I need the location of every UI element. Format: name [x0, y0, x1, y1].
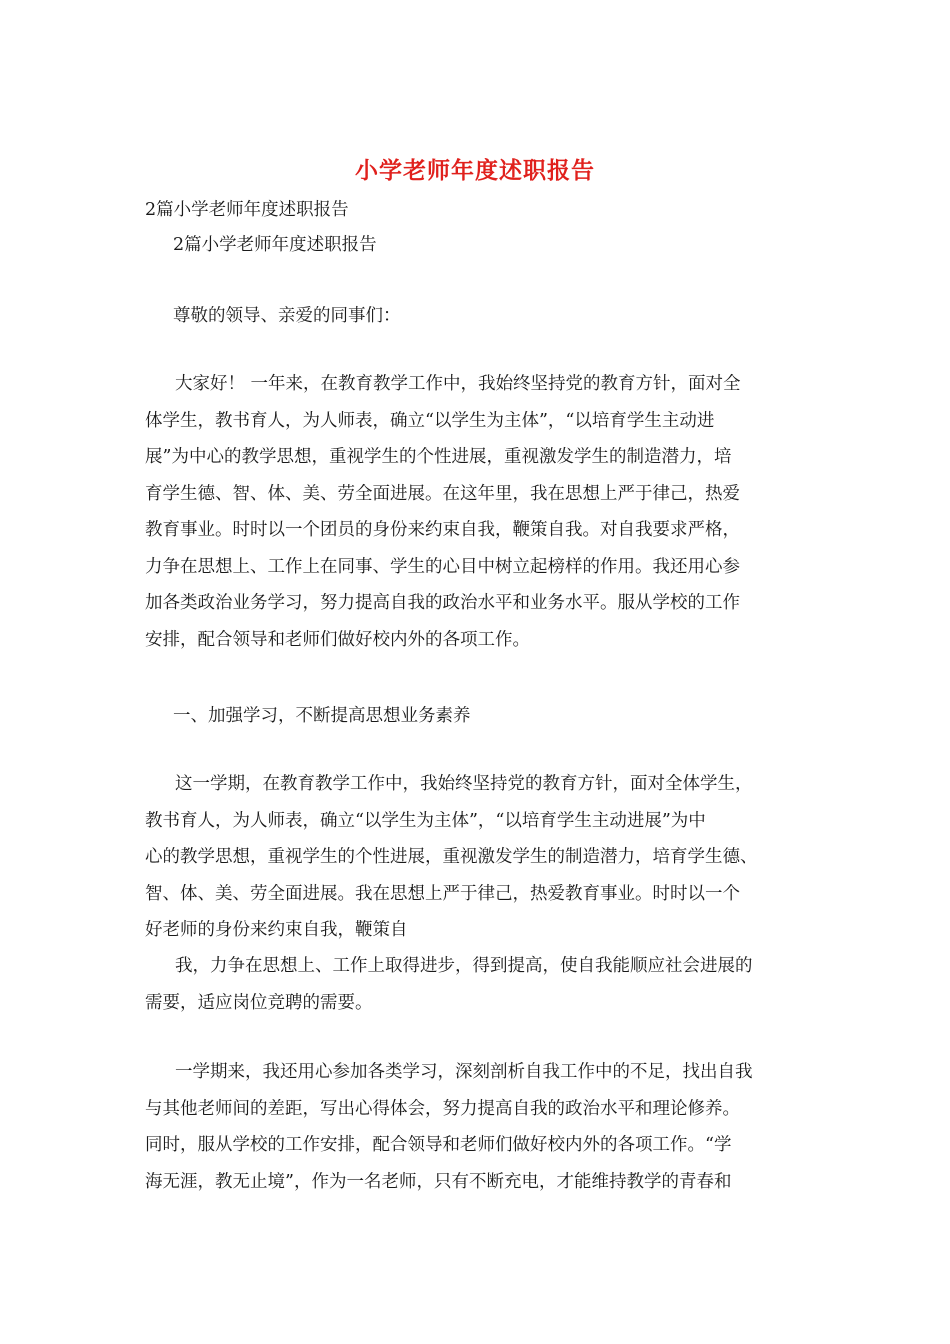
paragraph-3 [145, 948, 810, 1021]
paragraph-line: 力争在思想上、工作上在同事、学生的心目中树立起榜样的作用。我还用心参 [145, 556, 740, 577]
paragraph-line: 一学期来，我还用心参加各类学习，深刻剖析自我工作中的不足，找出自我 [175, 1062, 753, 1082]
paragraph-line: 心的教学思想，重视学生的个性进展，重视激发学生的制造潜力，培育学生德、 [145, 847, 758, 867]
paragraph-line: 与其他老师间的差距，写出心得体会，努力提高自我的政治水平和理论修养。 [145, 1098, 740, 1119]
paragraph-1 [145, 366, 810, 658]
paragraph-line: 这一学期，在教育教学工作中，我始终坚持党的教育方针，面对全体学生， [175, 774, 753, 794]
paragraph-line: 海无涯，教无止境”，作为一名老师，只有不断充电，才能维持教学的青春和 [145, 1171, 732, 1192]
paragraph-2 [145, 766, 810, 949]
paragraph-line: 展”为中心的教学思想，重视学生的个性进展，重视激发学生的制造潜力，培 [145, 447, 732, 467]
paragraph-line: 需要，适应岗位竞聘的需要。 [145, 992, 373, 1013]
subtitle: 2篇小学老师年度述职报告 [145, 200, 349, 220]
section-heading: 一、加强学习，不断提高思想业务素养 [173, 706, 471, 726]
paragraph-line: 体学生，教书育人，为人师表，确立“以学生为主体”，“以培育学生主动进 [145, 410, 715, 431]
paragraph-line: 安排，配合领导和老师们做好校内外的各项工作。 [145, 629, 530, 650]
greeting: 尊敬的领导、亲爱的同事们： [173, 306, 401, 326]
paragraph-line: 大家好！ 一年来，在教育教学工作中，我始终坚持党的教育方针，面对全 [175, 374, 741, 394]
paragraph-line: 教育事业。时时以一个团员的身份来约束自我，鞭策自我。对自我要求严格， [145, 520, 740, 540]
paragraph-line: 教书育人，为人师表，确立“以学生为主体”，“以培育学生主动进展”为中 [145, 810, 706, 831]
paragraph-line: 我，力争在思想上、工作上取得进步，得到提高，使自我能顺应社会进展的 [175, 956, 753, 976]
paragraph-line: 同时，服从学校的工作安排，配合领导和老师们做好校内外的各项工作。“学 [145, 1135, 732, 1155]
document-title: 小学老师年度述职报告 [355, 157, 595, 184]
paragraph-line: 好老师的身份来约束自我，鞭策自 [145, 920, 408, 940]
paragraph-line: 育学生德、智、体、美、劳全面进展。在这年里，我在思想上严于律己，热爱 [145, 483, 740, 504]
paragraph-4 [145, 1054, 810, 1200]
subtitle-repeat: 2篇小学老师年度述职报告 [173, 235, 377, 255]
paragraph-line: 智、体、美、劳全面进展。我在思想上严于律己，热爱教育事业。时时以一个 [145, 883, 740, 904]
paragraph-line: 加各类政治业务学习，努力提高自我的政治水平和业务水平。服从学校的工作 [145, 593, 740, 613]
